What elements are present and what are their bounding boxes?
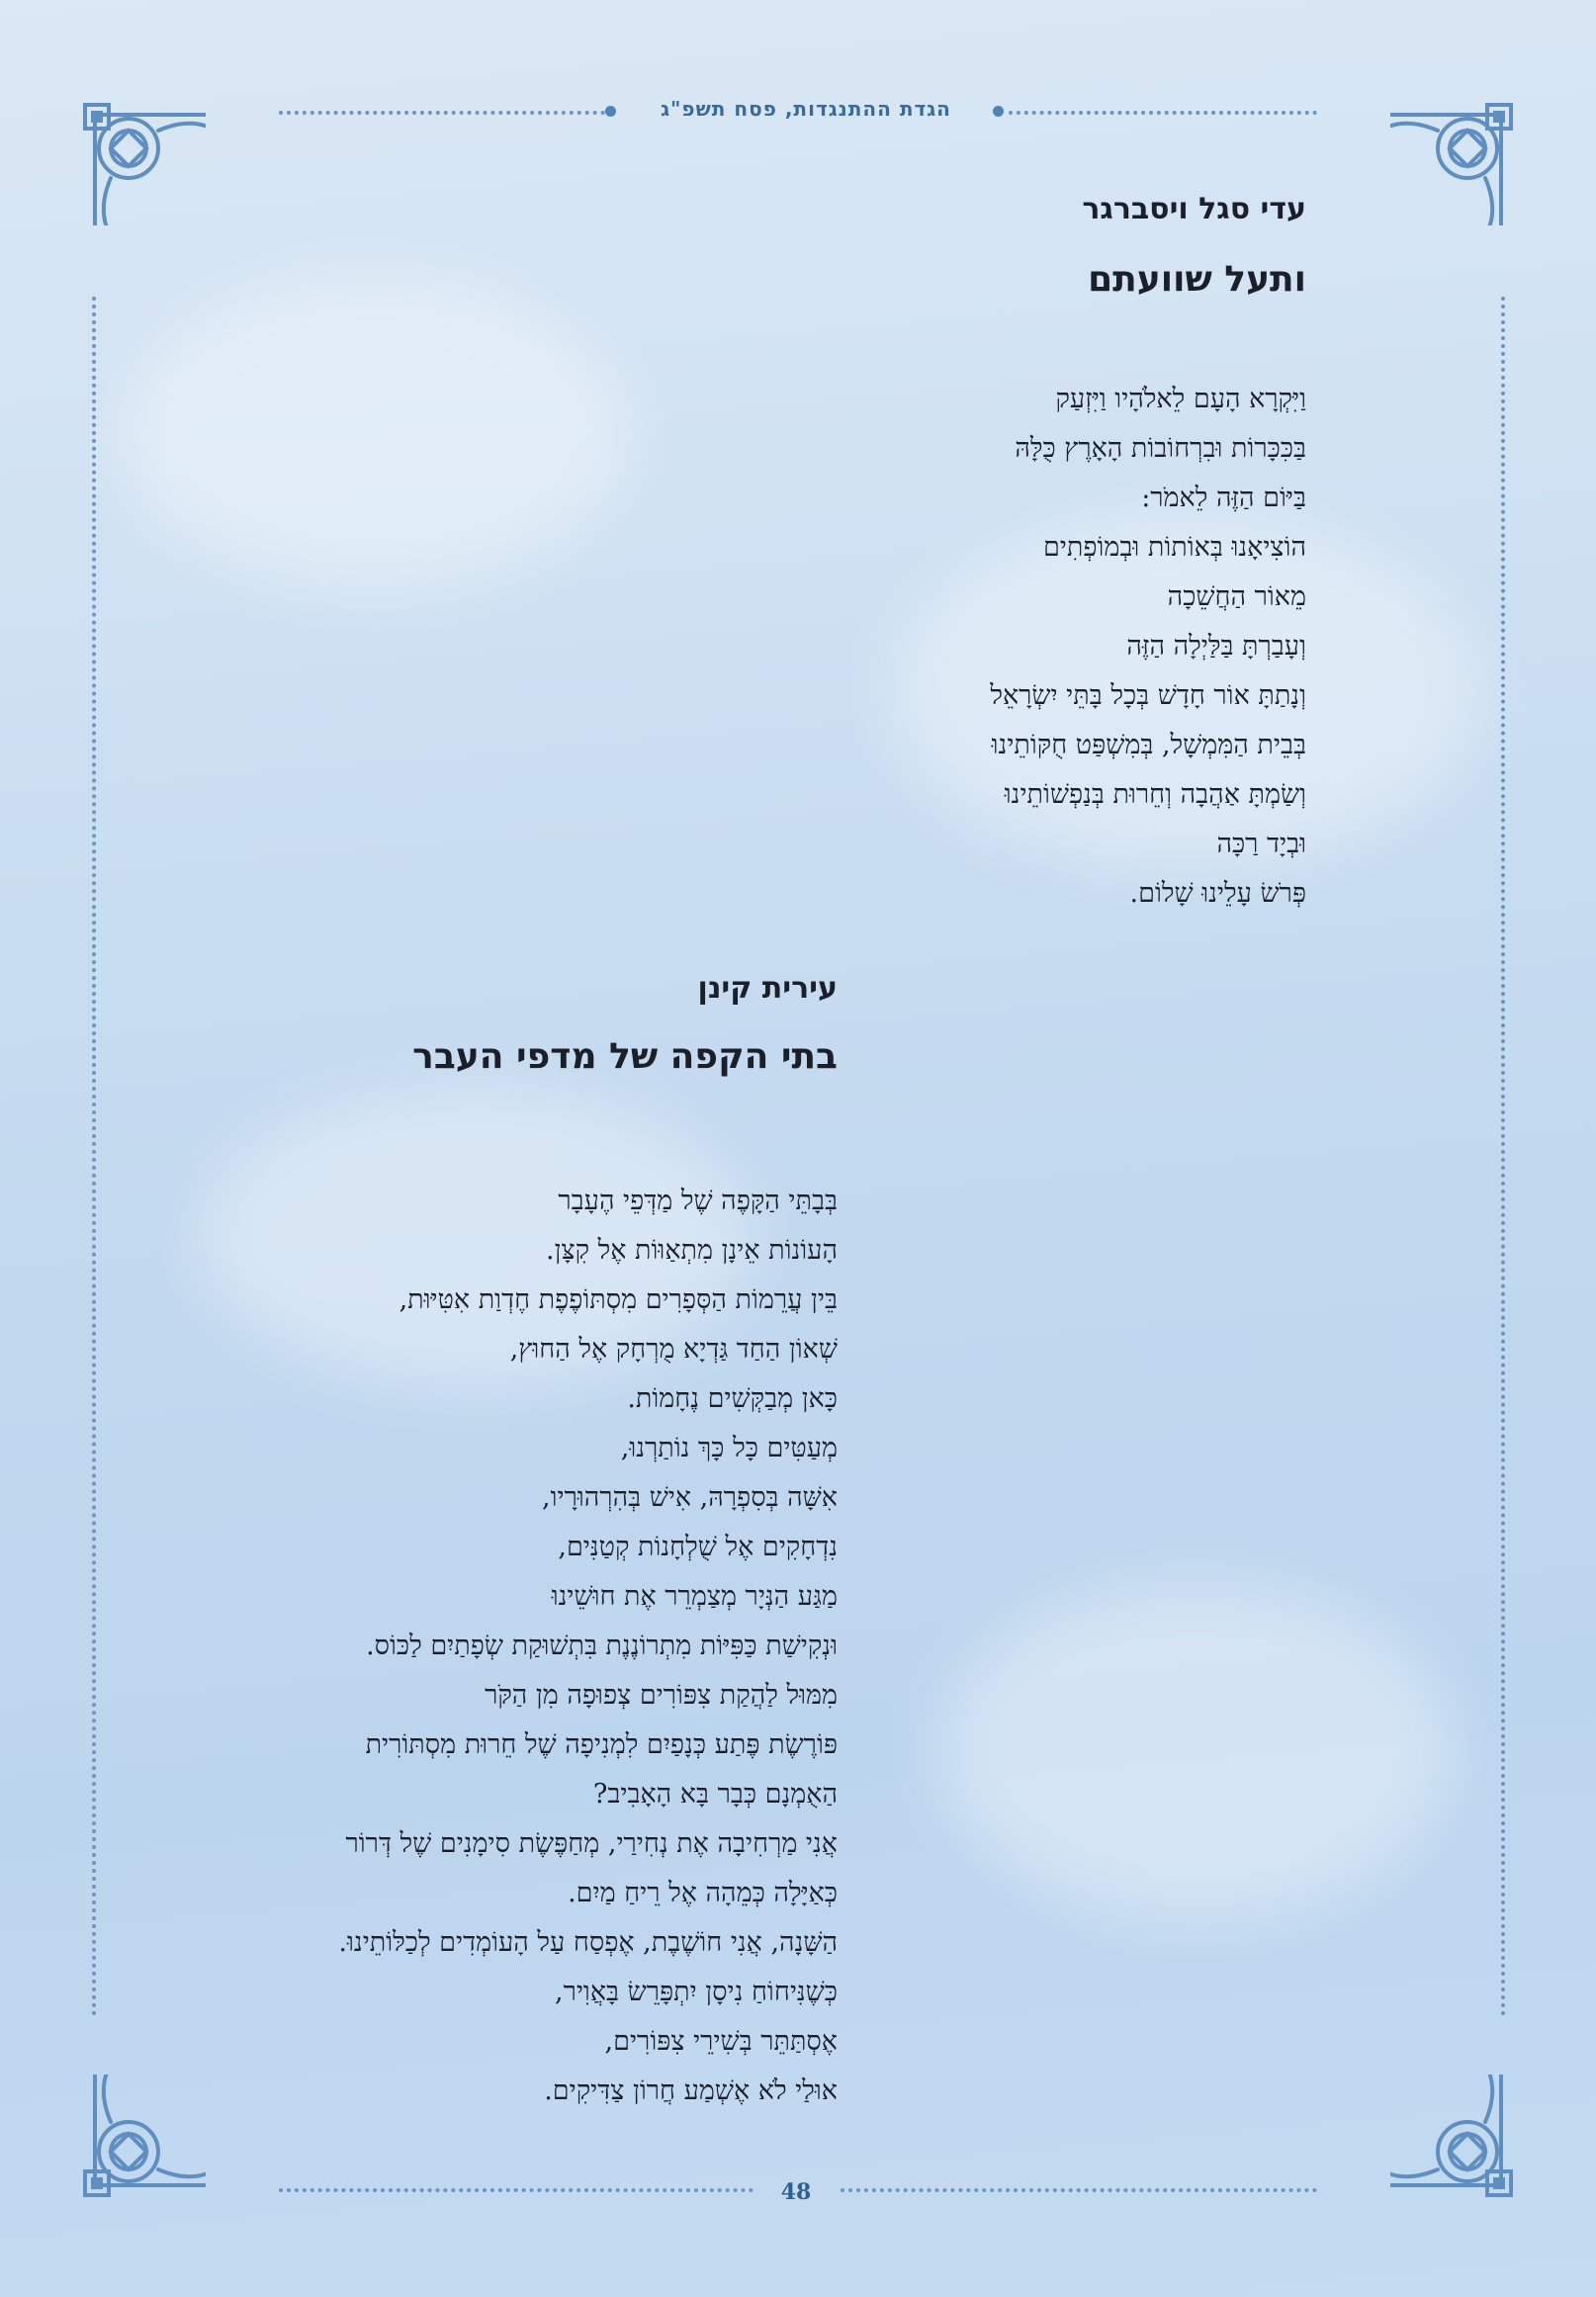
poem-line: כָּאן מְבַקְּשִׁים נֶחָמוֹת. — [627, 1383, 838, 1414]
poem-line: בְּבֵית הַמִּמְשָׁל, בְּמִשְׁפַּט חֻקּוֹתֵינוּ — [991, 730, 1306, 760]
poem-line: וְנָתַתָּ אוֹר חָדָשׁ בְּכָל בָּתֵּי יִשְׂרָאֵל — [990, 680, 1306, 711]
header-rule-right — [1009, 111, 1317, 115]
poem-line: כְּשֶׁנִּיחוֹחַ נִיסָן יִתְפָּרֵשׂ בָּאֲוִיר, — [554, 1977, 838, 2007]
poem-line: פְּרֹשׂ עָלֵינוּ שָׁלוֹם. — [1129, 878, 1306, 909]
poem-line: וּנְקִישַׁת כַּפִּיּוֹת מִתְרוֹנֶנֶת בִּתְשׁוּקַת שְׂפָתַיִם לַכּוֹס. — [366, 1631, 838, 1661]
corner-ornament-bottom-left-icon — [77, 2075, 206, 2203]
poem-line: כְּאַיָּלָה כְּמֵהָה אֶל רֵיחַ מַיִם. — [568, 1878, 838, 1908]
header-dot-left — [605, 106, 616, 117]
poem-line: נִדְחָקִים אֶל שֻׁלְחָנוֹת קְטַנִּים, — [558, 1532, 838, 1562]
corner-ornament-bottom-right-icon — [1390, 2075, 1519, 2203]
poem-line: שְׁאוֹן הַחַד גַּדְיָא מֻרְחָק אֶל הַחוּץ, — [509, 1334, 838, 1365]
poem-line: אִשָּׁה בְּסִפְרָהּ, אִישׁ בְּהִרְהוּרָיו, — [542, 1482, 838, 1513]
poem-author: עירית קינן — [697, 971, 838, 1006]
header-rule-left — [279, 111, 605, 115]
poem-line: בַּכִּכָּרוֹת וּבִרְחוֹבוֹת הָאָרֶץ כֻּלָּהּ — [1015, 433, 1306, 464]
footer-rule-left — [279, 2188, 754, 2192]
running-header: הגדת ההתנגדות, פסח תשפ"ג — [661, 97, 951, 121]
poem-line: וַיִּקְרָא הָעָם לֵאלֹהָיו וַיִּזְעַק — [1055, 384, 1306, 414]
poem-line: אֲנִי מַרְחִיבָה אֶת נְחִירַי, מְחַפֶּשֶׂת סִימָנִים שֶׁל דְּרוֹר — [345, 1828, 838, 1859]
poem-line: אֶסְתַּתֵּר בְּשִׁירֵי צִפּוֹרִים, — [604, 2026, 838, 2057]
poem-line: מַגַּע הַנְּיָר מְצַמְרֵר אֶת חוּשֵׁינוּ — [551, 1581, 838, 1612]
corner-ornament-top-right-icon — [1390, 97, 1519, 225]
poem-line: בֵּין עֲרֵמוֹת הַסְּפָרִים מִסְתּוֹפֶפֶת חֶדְוַת אִטִּיּוּת, — [399, 1284, 838, 1315]
poem-title: ותעל שוועתם — [1088, 259, 1306, 300]
poem-line: בְּבָתֵּי הַקָּפֶה שֶׁל מַדְּפֵי הֶעָבָר — [558, 1186, 838, 1216]
poem-line: אוּלַי לֹא אֶשְׁמַע חֲרוֹן צַדִּיקִים. — [544, 2076, 838, 2106]
poem-line: הָעוֹנוֹת אֵינָן מִתְאַוּוֹת אֶל קִצָּן. — [546, 1235, 838, 1266]
frame-rule-left — [92, 297, 96, 2017]
poem-line: פּוֹרֶשֶׂת פֶּתַע כְּנָפַיִם לִמְנִיפָה שֶׁל חֵרוּת מִסְתּוֹרִית — [365, 1729, 838, 1760]
poem-title: בתי הקפה של מדפי העבר — [412, 1036, 838, 1077]
poem-line: הוֹצִיאָנוּ בְּאוֹתוֹת וּבְמוֹפְתִים — [1042, 532, 1306, 563]
header-dot-right — [993, 106, 1004, 117]
poem-line: וְעָבַרְתָּ בַּלַּיְלָה הַזֶּה — [1126, 631, 1306, 662]
poem-line: הַאֻמְנָם כְּבָר בָּא הָאָבִיב? — [592, 1779, 838, 1810]
poem-author: עדי סגל ויסברגר — [1082, 192, 1306, 226]
background-cloud — [939, 1582, 1454, 1918]
poem-line: הַשָּׁנָה, אֲנִי חוֹשֶׁבֶת, אֶפְסַח עַל הָעוֹמְדִים לְכַלּוֹתֵינוּ. — [338, 1927, 838, 1958]
page-number: 48 — [780, 2179, 812, 2205]
corner-ornament-top-left-icon — [77, 97, 206, 225]
poem-body — [338, 1177, 838, 2116]
footer-rule-right — [841, 2188, 1317, 2192]
poem-body — [990, 375, 1306, 919]
poem-line: מְעַטִּים כָּל כָּךְ נוֹתַרְנוּ, — [620, 1433, 838, 1463]
poem-line: בַּיּוֹם הַזֶּה לֵאמֹר: — [1141, 483, 1306, 513]
background-cloud — [119, 277, 633, 593]
poem-line: וּבְיָד רַכָּה — [1216, 829, 1306, 859]
poem-line: מִמּוּל לַהֲקַת צִפּוֹרִים צְפוּפָה מִן הַקֹּר — [485, 1680, 838, 1711]
poem-line: וְשַׂמְתָּ אַהֲבָה וְחֵרוּת בְּנַפְשׁוֹתֵינוּ — [1004, 779, 1306, 810]
poem-line: מֵאוֹר הַחֲשֵׁכָה — [1167, 581, 1306, 612]
frame-rule-right — [1501, 297, 1505, 2017]
